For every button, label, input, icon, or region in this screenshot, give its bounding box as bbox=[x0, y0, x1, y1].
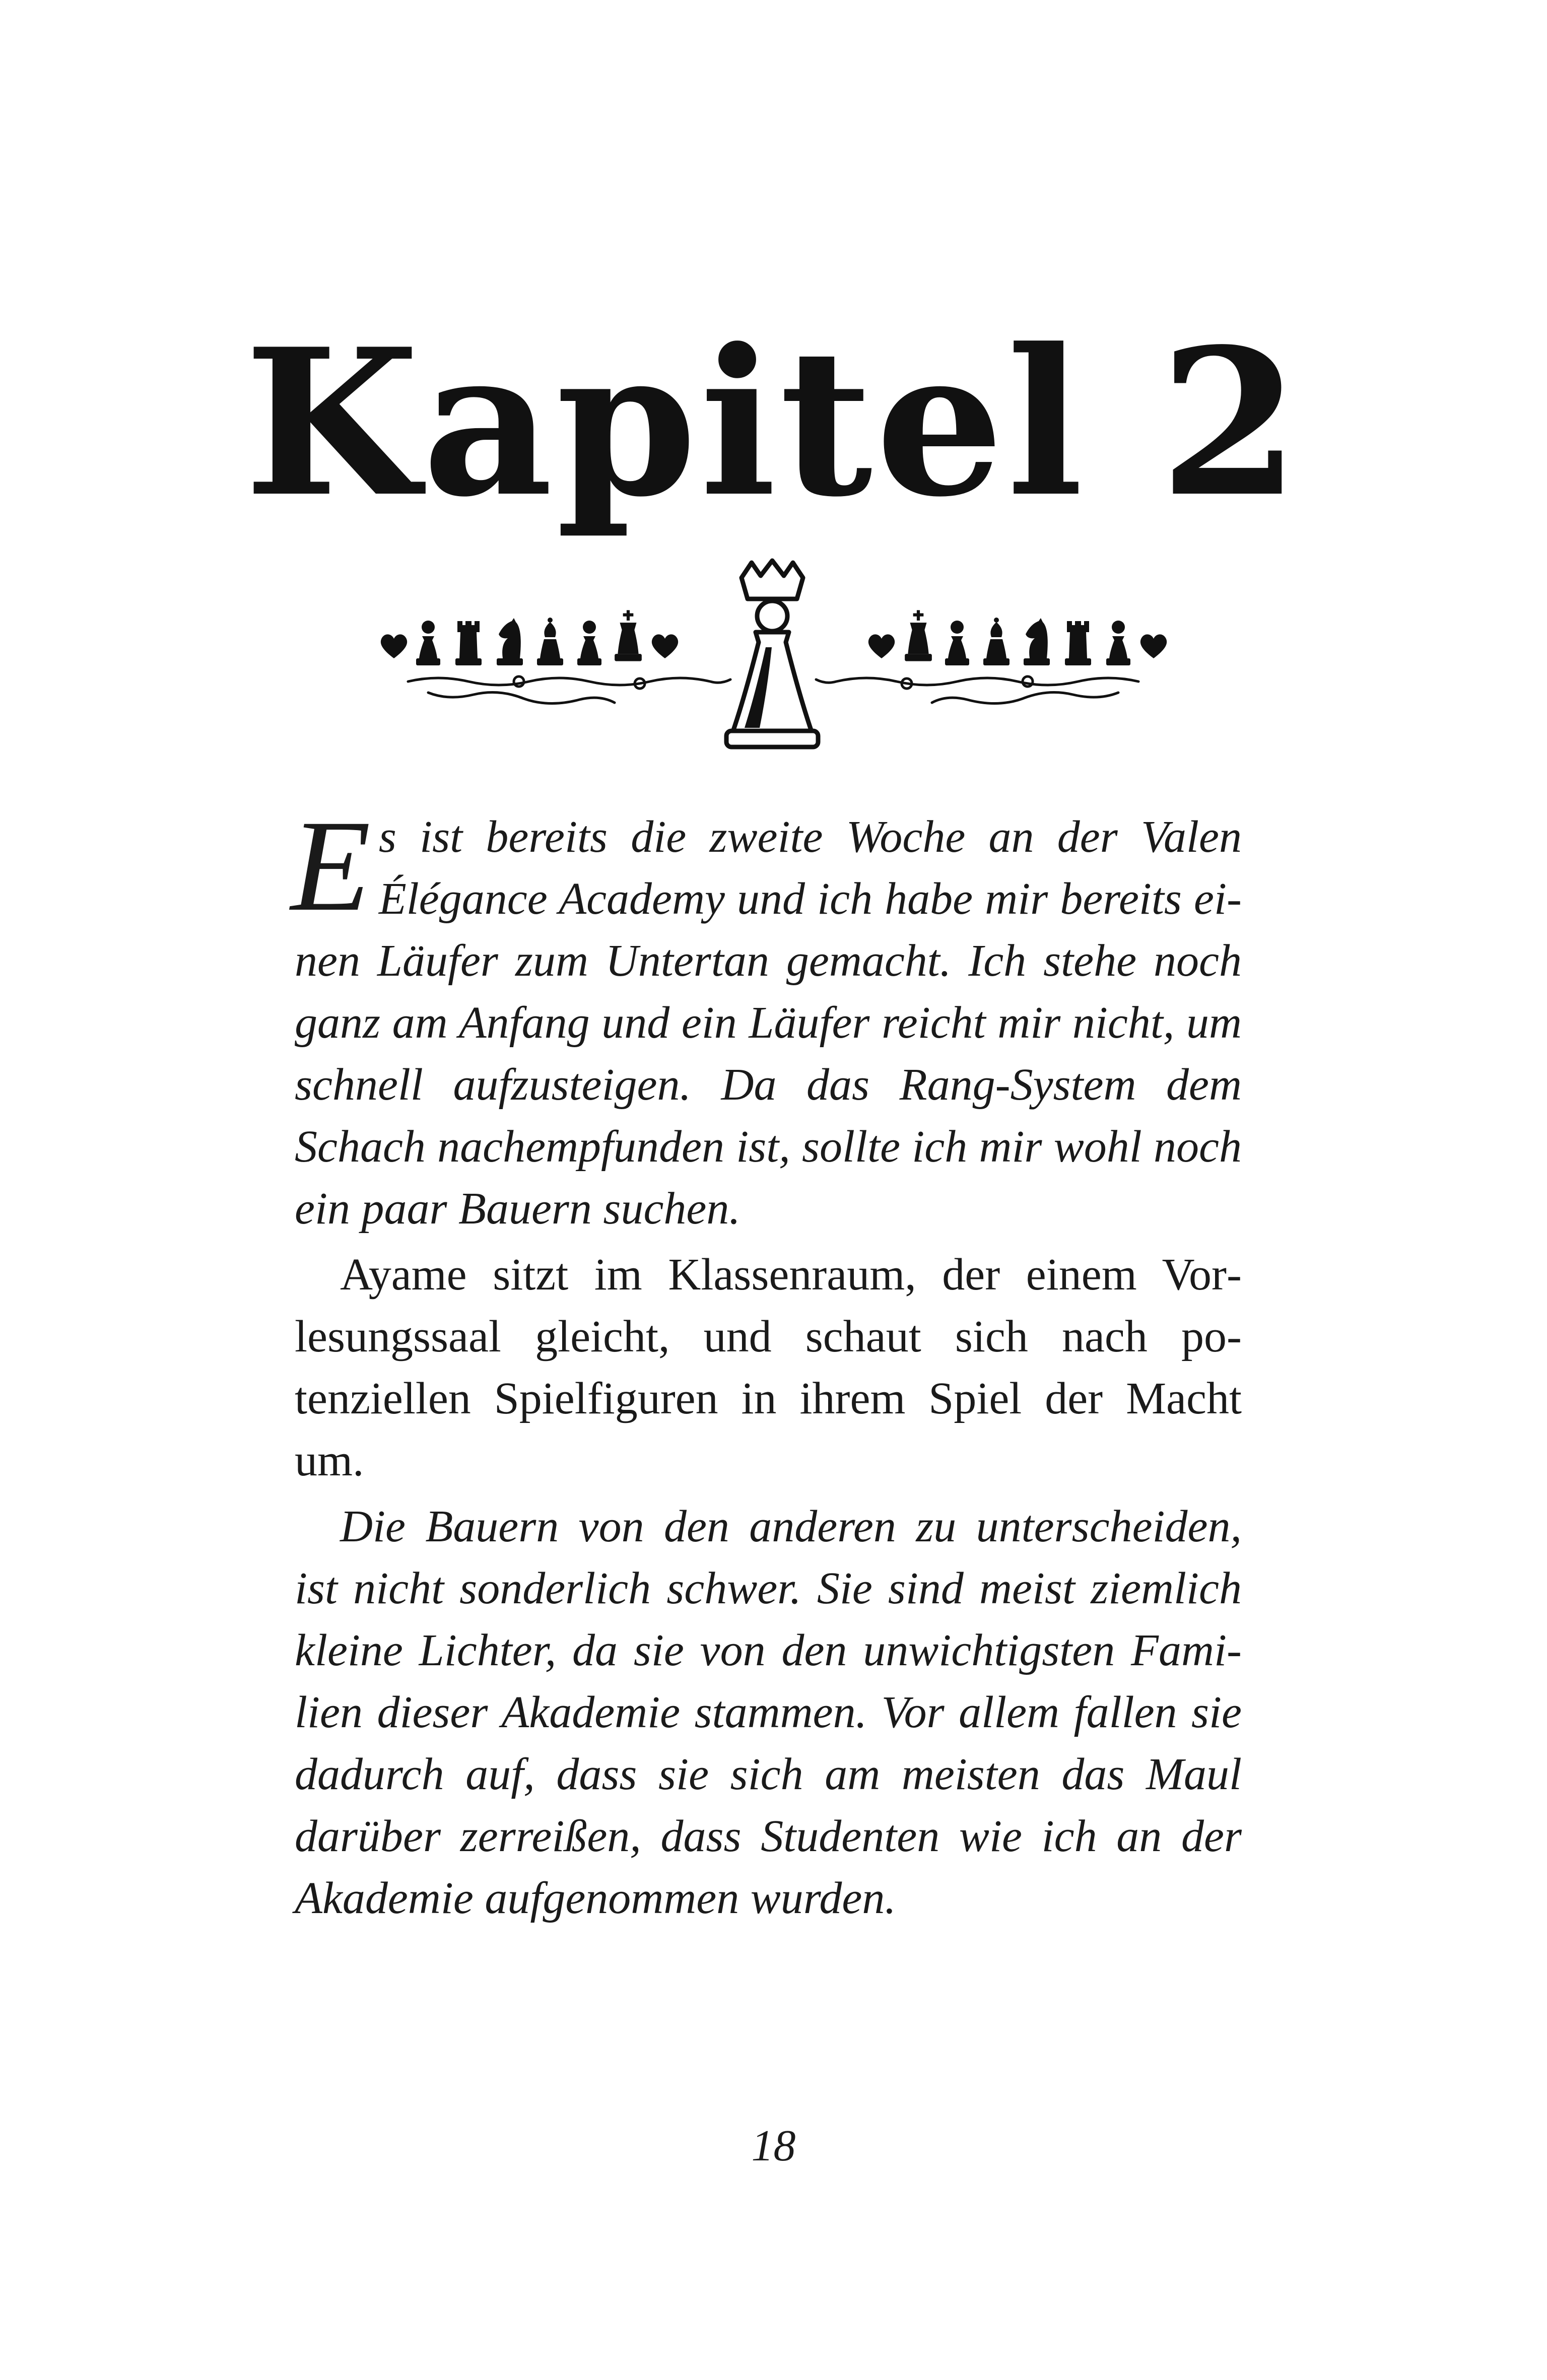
paragraph-3: Die Bauern von den anderen zu unterscheiden, ist nicht sonderlich schwer. Sie sind meist ziemlich kleine Lichter, da sie von den unwichtigsten Familien dieser Akademie stammen. Vor allem fallen sie dadurch auf, dass sie sich am meisten das Maul darüber zerreißen, dass Studenten wie ich an der Akademie aufgenommen wurden. bbox=[295, 1502, 1242, 1923]
chapter-text bbox=[291, 793, 1242, 1933]
paragraph-2: Ayame sitzt im Klassenraum, der einem Vorlesungssaal gleicht, und schaut sich nach potenziellen Spielfiguren in ihrem Spiel der Macht um. bbox=[295, 1250, 1242, 1485]
chapter-title: Kapitel 2 bbox=[244, 305, 1303, 541]
paragraph-1-text: s ist bereits die zweite Woche an der Valen Élégance Academy und ich habe mir bereits einen Läufer zum Untertan gemacht. Ich stehe noch ganz am Anfang und ein Läufer reicht mir nicht, um schnell aufzusteigen. Da das Rang-System dem Schach nachempfunden ist, sollte ich mir wohl noch ein paar Bauern suchen. bbox=[295, 812, 1242, 1234]
dropcap: E bbox=[291, 793, 371, 938]
page-number: 18 bbox=[751, 2122, 796, 2170]
paragraph-1 bbox=[291, 793, 1242, 1240]
chess-ornament-icon bbox=[368, 552, 1179, 753]
